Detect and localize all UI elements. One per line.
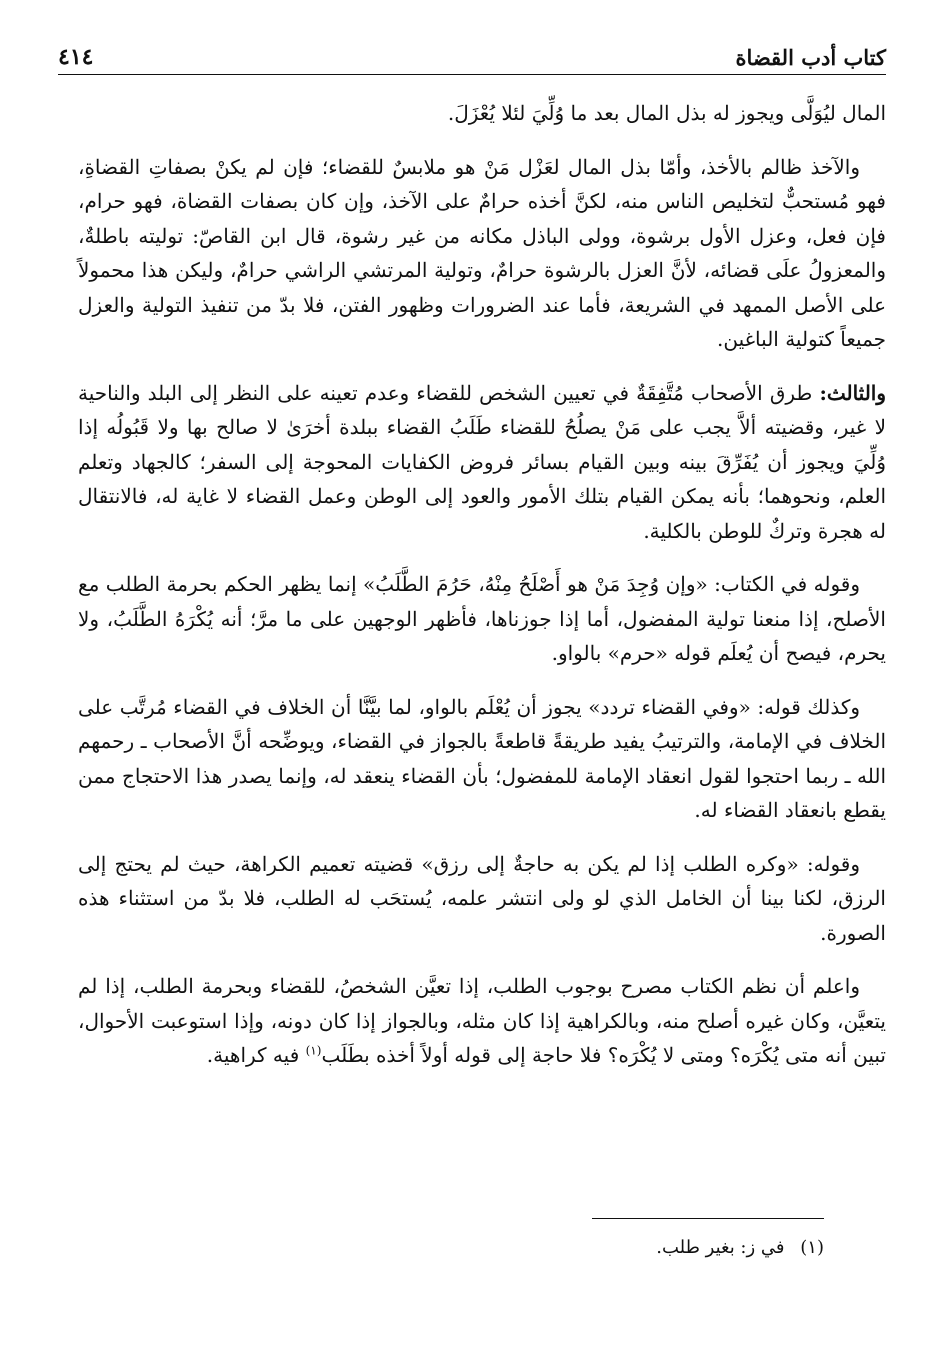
paragraph-6	[78, 847, 886, 951]
paragraph-7	[78, 969, 886, 1073]
footnote-text: في ز: بغير طلب.	[656, 1237, 785, 1258]
paragraph-7-text-after: فيه كراهية.	[206, 1043, 306, 1067]
paragraph-1	[78, 96, 886, 131]
paragraph-3-text: طرق الأصحاب مُتَّفِقَةٌ في تعيين الشخص للقضاء وعدم تعينه على النظر إلى البلد والناحية لا غير، وقضيته ألاَّ يجب على مَنْ يصلُحُ للقضاء طَلَبُ القضاء ببلدة أخرَىٰ لا صالح بها ولا قَبُولُه إذا وُلِّيَ ويجوز أن يُفَرِّقَ بينه وبين القيام بسائر فروض الكفايات المحوجة إلى السفر؛ كالجهاد وتعلم العلم، ونحوهما؛ بأنه يمكن القيام بتلك الأمور والعود إلى الوطن وعمل القضاء لا غاية له، فالانتقال له هجرة وتركٌ للوطن بالكلية.	[78, 380, 886, 543]
paragraph-2	[78, 150, 886, 357]
page-header	[58, 36, 886, 75]
paragraph-7-text: واعلم أن نظم الكتاب مصرح بوجوب الطلب، إذا تعيَّن الشخصُ، للقضاء وبحرمة الطلب، إذا لم يتعيَّن، وكان غيره أصلح منه، وبالكراهية إذا كان مثله، وبالجواز إذا كان دونه، وإذا استوعبت الأحوال، تبين أنه متى يُكْرَه؟ ومتى لا يُكْرَه؟ فلا حاجة إلى قوله أولاً أخذه بطَلَب	[78, 974, 886, 1067]
paragraph-4	[78, 567, 886, 671]
footnote-number: (١)	[800, 1237, 824, 1258]
footnote	[656, 1234, 824, 1262]
footnote-reference[interactable]: (١)	[305, 1043, 322, 1058]
paragraph-3-lead: والثالث:	[819, 380, 887, 405]
paragraph-5	[78, 690, 886, 828]
page-number: ٤١٤	[58, 44, 94, 70]
book-title: كتاب أدب القضاة	[735, 45, 886, 70]
paragraph-1-text: المال ليُوَلَّى ويجوز له بذل المال بعد ما وُلِّيَ لئلا يُعْزَلَ.	[447, 101, 886, 125]
paragraph-5-text: وكذلك قوله: «وفي القضاء تردد» يجوز أن يُعْلَم بالواو، لما بيَّنَّا أن الخلاف في القضاء مُرتَّب على الخلاف في الإمامة، والترتيبُ يفيد طريقةً قاطعةً بالجواز في القضاء، ويوضِّحه أنَّ الأصحاب ـ رحمهم الله ـ ربما احتجوا لقول انعقاد الإمامة للمفضول؛ بأن القضاء ينعقد له، وإنما يصدر هذا الاحتجاج ممن يقطع بانعقاد القضاء له.	[78, 694, 886, 822]
paragraph-4-text: وقوله في الكتاب: «وإن وُجِدَ مَنْ هو أَصْلَحُ مِنْهُ، حَرُمَ الطَّلَبُ» إنما يظهر الحكم بحرمة الطلب مع الأصلح، إذا منعنا تولية المفضول، أما إذا جوزناها، فأظهر الوجهين على ما مرَّ؛ أنه يُكْرَهُ الطَّلَبُ، ولا يحرم، فيصح أن يُعلَم قوله «حرم» بالواو.	[78, 572, 886, 665]
paragraph-6-text: وقوله: «وكره الطلب إذا لم يكن به حاجةٌ إلى رزق» قضيته تعميم الكراهة، حيث لم يحتج إلى الرزق، لكنا بينا أن الخامل الذي لو ولى انتشر علمه، يُستحَب له الطلب، فلا بدّ من استثناء هذه الصورة.	[78, 851, 886, 945]
page-body	[78, 96, 886, 1092]
footnote-divider	[592, 1218, 824, 1219]
paragraph-2-text: والآخذ ظالم بالأخذ، وأمّا بذل المال لعَزْل مَنْ هو ملابسٌ للقضاء؛ فإن لم يكنْ بصفاتِ القضاةِ، فهو مُستحبٌّ لتخليص الناس منه، لكنَّ أخذه حرامٌ على الآخذ، وإن كان بصفات القضاة، فهو حرام، فإن فعل، وعزل الأول برشوة، وولى الباذل مكانه من غير رشوة، قال ابن القاصّ: توليته باطلةٌ، والمعزولُ علَى قضائه، لأنَّ العزل بالرشوة حرامٌ، وتولية المرتشي الراشي حرامٌ، وليكن هذا محمولاً على الأصل الممهد في الشريعة، فأما عند الضرورات وظهور الفتن، فلا بدّ من تنفيذ التولية والعزل جميعاً كتولية الباغين.	[78, 154, 886, 351]
paragraph-3	[78, 376, 886, 549]
